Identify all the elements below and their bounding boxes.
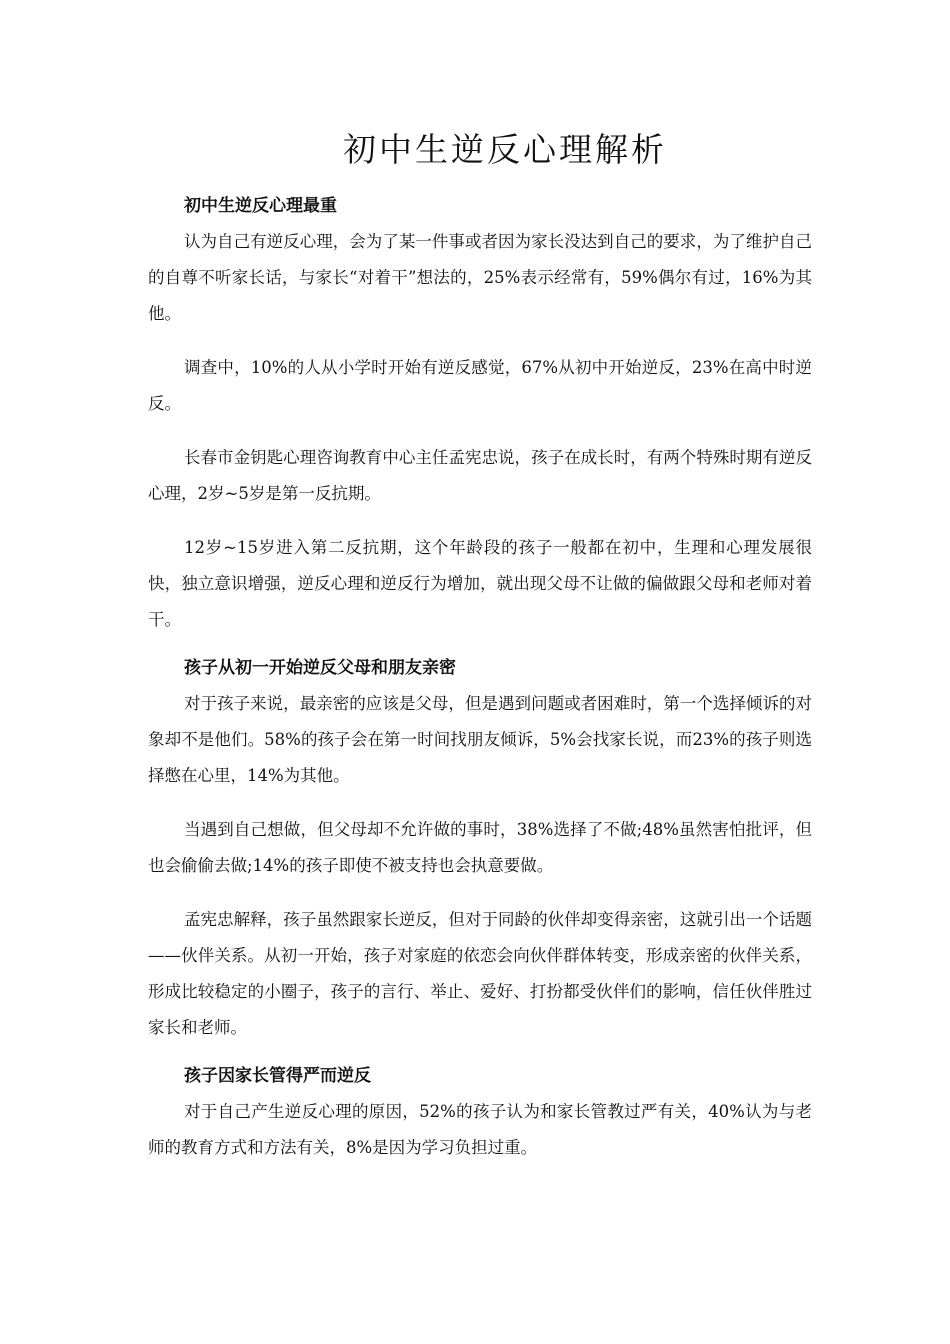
section-3: [148, 1058, 812, 1166]
section-heading: 初中生逆反心理最重: [184, 196, 337, 216]
section-heading: 孩子从初一开始逆反父母和朋友亲密: [184, 658, 456, 678]
paragraph: 对于孩子来说，最亲密的应该是父母，但是遇到问题或者困难时，第一个选择倾诉的对象却不是他们。58%的孩子会在第一时间找朋友倾诉，5%会找家长说，而23%的孩子则选择憋在心里，14%为其他。: [148, 694, 812, 785]
section-heading: 孩子因家长管得严而逆反: [184, 1066, 371, 1086]
paragraph: 当遇到自己想做，但父母却不允许做的事时，38%选择了不做;48%虽然害怕批评，但也会偷偷去做;14%的孩子即使不被支持也会执意要做。: [148, 820, 812, 875]
document-body: [148, 188, 812, 1184]
paragraph: 调查中，10%的人从小学时开始有逆反感觉，67%从初中开始逆反，23%在高中时逆反。: [148, 358, 812, 413]
section-2: [148, 650, 812, 1046]
paragraph: 认为自己有逆反心理，会为了某一件事或者因为家长没达到自己的要求，为了维护自己的自尊不听家长话，与家长“对着干”想法的，25%表示经常有，59%偶尔有过，16%为其他。: [148, 232, 812, 323]
document-title: 初中生逆反心理解析: [343, 130, 667, 169]
paragraph: 12岁~15岁进入第二反抗期，这个年龄段的孩子一般都在初中，生理和心理发展很快，独立意识增强，逆反心理和逆反行为增加，就出现父母不让做的偏做跟父母和老师对着干。: [148, 538, 812, 629]
paragraph: 对于自己产生逆反心理的原因，52%的孩子认为和家长管教过严有关，40%认为与老师的教育方式和方法有关，8%是因为学习负担过重。: [148, 1102, 812, 1157]
paragraph: 长春市金钥匙心理咨询教育中心主任孟宪忠说，孩子在成长时，有两个特殊时期有逆反心理，2岁~5岁是第一反抗期。: [148, 448, 812, 503]
paragraph: 孟宪忠解释，孩子虽然跟家长逆反，但对于同龄的伙伴却变得亲密，这就引出一个话题——伙伴关系。从初一开始，孩子对家庭的依恋会向伙伴群体转变，形成亲密的伙伴关系，形成比较稳定的小圈子，孩子的言行、举止、爱好、打扮都受伙伴们的影响，信任伙伴胜过家长和老师。: [148, 910, 812, 1037]
section-1: [148, 188, 812, 638]
